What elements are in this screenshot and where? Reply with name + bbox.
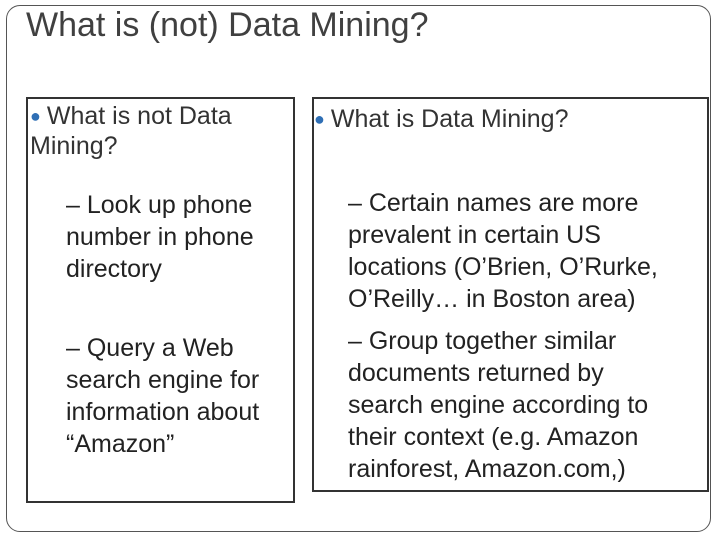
- item-line: directory: [66, 255, 162, 283]
- item-line: prevalent in certain US: [348, 221, 601, 249]
- item-line: their context (e.g. Amazon: [348, 423, 639, 451]
- slide-title: What is (not) Data Mining?: [26, 6, 429, 44]
- item-line: number in phone: [66, 223, 254, 251]
- item-line: search engine for: [66, 366, 260, 394]
- item-line: – Group together similar: [348, 327, 617, 355]
- left-heading-line1: What is not Data: [46, 102, 232, 130]
- bullet-icon: ●: [30, 106, 41, 126]
- item-line: locations (O’Brien, O’Rurke,: [348, 253, 658, 281]
- item-line: – Query a Web: [66, 334, 234, 362]
- left-item-1: [66, 189, 254, 285]
- left-heading: [30, 101, 232, 161]
- item-line: – Certain names are more: [348, 189, 639, 217]
- right-heading-text: What is Data Mining?: [330, 105, 569, 133]
- item-line: rainforest, Amazon.com,): [348, 455, 626, 483]
- right-heading: [314, 104, 568, 134]
- item-line: search engine according to: [348, 391, 649, 419]
- item-line: “Amazon”: [66, 430, 175, 458]
- item-line: information about: [66, 398, 260, 426]
- bullet-icon: ●: [314, 109, 325, 129]
- left-item-2: [66, 332, 259, 460]
- right-item-1: [348, 187, 658, 315]
- item-line: – Look up phone: [66, 191, 253, 219]
- right-item-2: [348, 325, 648, 485]
- item-line: O’Reilly… in Boston area): [348, 285, 636, 313]
- item-line: documents returned by: [348, 359, 604, 387]
- left-heading-line2: Mining?: [30, 132, 118, 160]
